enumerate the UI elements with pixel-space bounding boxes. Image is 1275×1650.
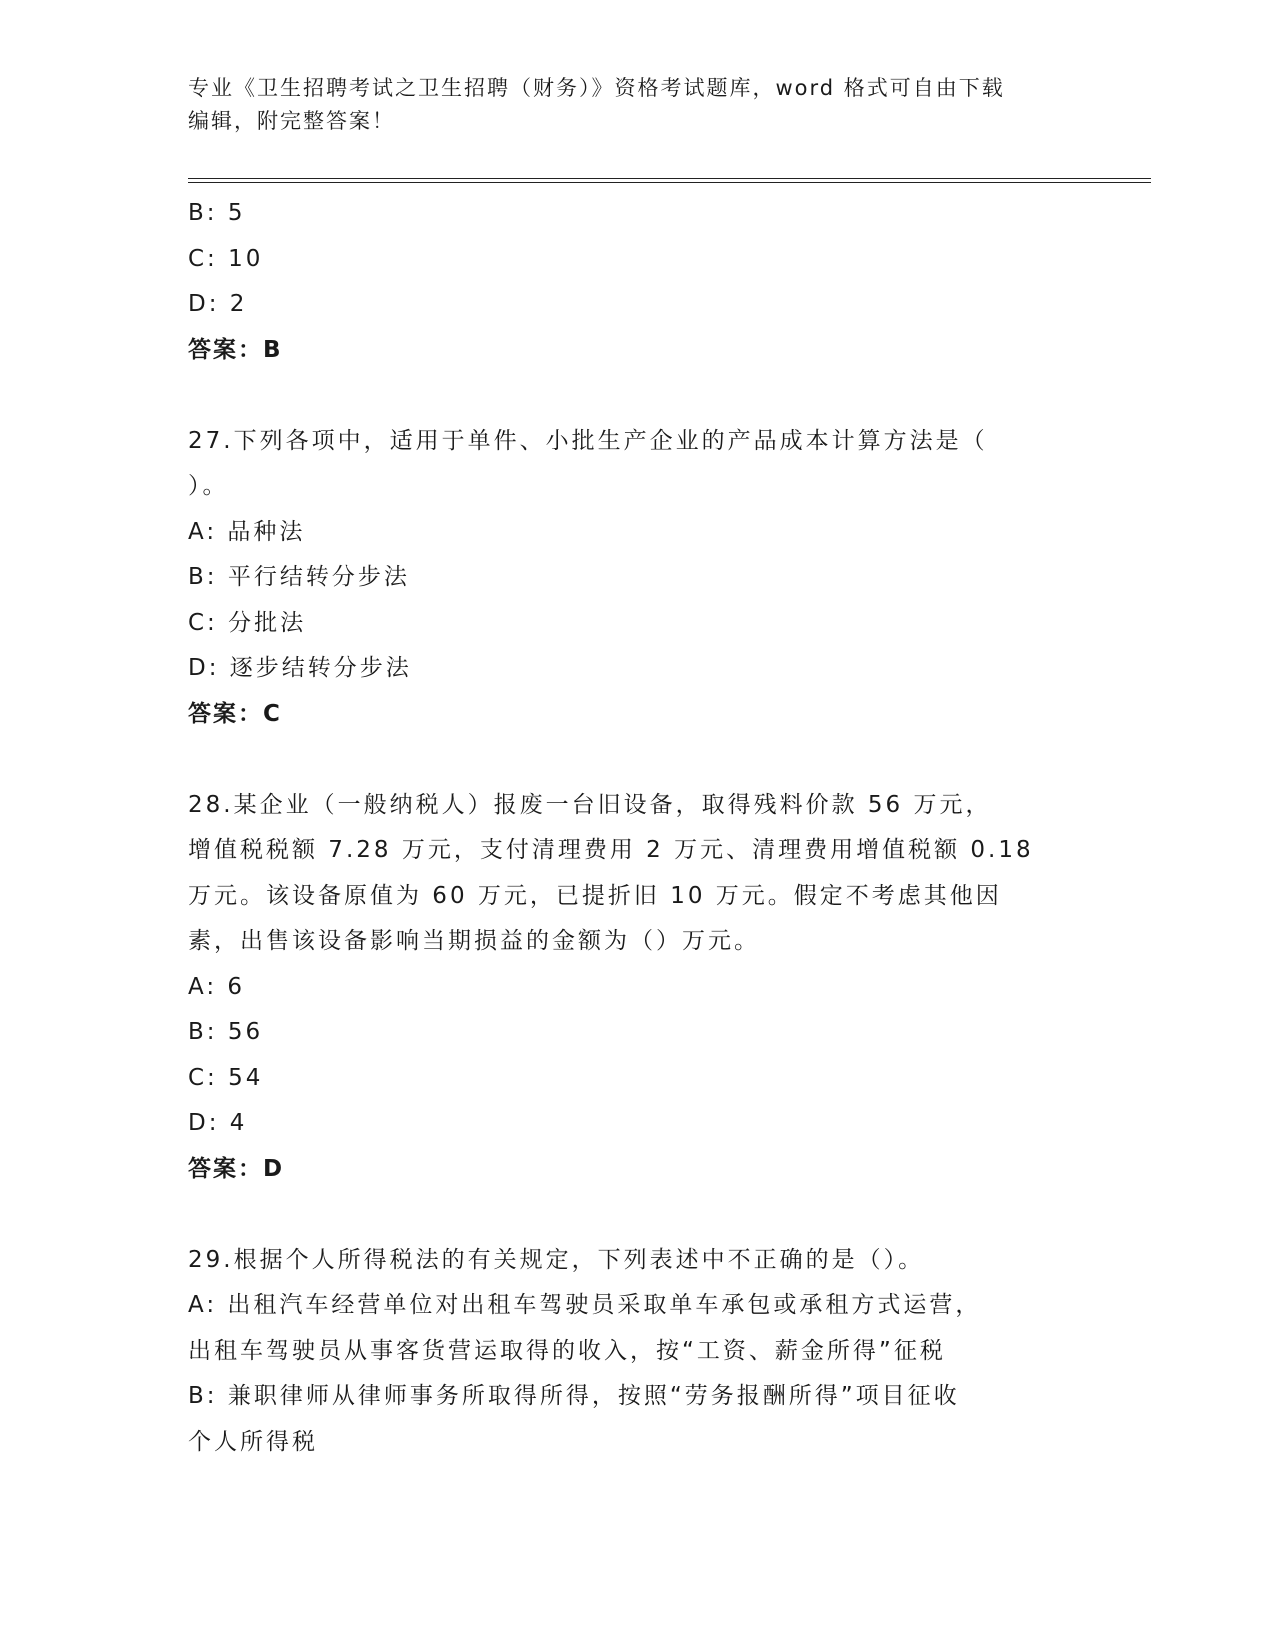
option-a: A: 6 bbox=[188, 973, 246, 1000]
question-text-line: 27.下列各项中，适用于单件、小批生产企业的产品成本计算方法是（ bbox=[188, 427, 988, 454]
question-text-line: ）。 bbox=[188, 473, 229, 499]
option-b: B: 56 bbox=[188, 1019, 264, 1045]
option-d: D: 4 bbox=[188, 1110, 248, 1136]
option-b: B: 平行结转分步法 bbox=[188, 564, 410, 590]
header-rule-bottom bbox=[188, 182, 1151, 183]
option-c: C: 分批法 bbox=[188, 609, 307, 636]
question-29 bbox=[188, 1238, 1088, 1466]
header-rule-top bbox=[188, 178, 1151, 179]
question-text-line: 万元。该设备原值为 60 万元，已提折旧 10 万元。假定不考虑其他因 bbox=[188, 882, 1002, 909]
question-content bbox=[188, 191, 1088, 1465]
option-a-continued: 出租车驾驶员从事客货营运取得的收入，按“工资、薪金所得”征税 bbox=[188, 1337, 946, 1364]
spacer bbox=[188, 1192, 1088, 1238]
spacer bbox=[188, 373, 1088, 419]
question-28 bbox=[188, 783, 1088, 1193]
option-a: A: 品种法 bbox=[188, 518, 306, 545]
document-header bbox=[188, 72, 1088, 138]
option-b: B: 兼职律师从律师事务所取得所得，按照“劳务报酬所得”项目征收 bbox=[188, 1383, 960, 1409]
answer-line: 答案：B bbox=[188, 336, 283, 363]
spacer bbox=[188, 737, 1088, 783]
question-text-line: 增值税税额 7.28 万元，支付清理费用 2 万元、清理费用增值税额 0.18 bbox=[188, 837, 1034, 863]
question-27 bbox=[188, 419, 1088, 738]
option-d: D: 2 bbox=[188, 291, 248, 317]
header-line-1: 专业《卫生招聘考试之卫生招聘（财务）》资格考试题库，word 格式可自由下载 bbox=[188, 76, 1005, 100]
option-b-continued: 个人所得税 bbox=[188, 1428, 318, 1455]
header-line-2: 编辑，附完整答案！ bbox=[188, 109, 395, 133]
answer-line: 答案：C bbox=[188, 700, 282, 727]
option-c: C: 10 bbox=[188, 245, 264, 272]
option-b: B: 5 bbox=[188, 200, 246, 226]
question-text-line: 29.根据个人所得税法的有关规定，下列表述中不正确的是（）。 bbox=[188, 1246, 925, 1273]
answer-line: 答案：D bbox=[188, 1155, 285, 1182]
question-text-line: 28.某企业（一般纳税人）报废一台旧设备，取得残料价款 56 万元， bbox=[188, 791, 992, 818]
option-d: D: 逐步结转分步法 bbox=[188, 655, 412, 681]
option-a: A: 出租汽车经营单位对出租车驾驶员采取单车承包或承租方式运营， bbox=[188, 1292, 982, 1318]
question-text-line: 素，出售该设备影响当期损益的金额为（）万元。 bbox=[188, 928, 760, 954]
question-26-tail bbox=[188, 191, 1088, 373]
option-c: C: 54 bbox=[188, 1064, 264, 1091]
